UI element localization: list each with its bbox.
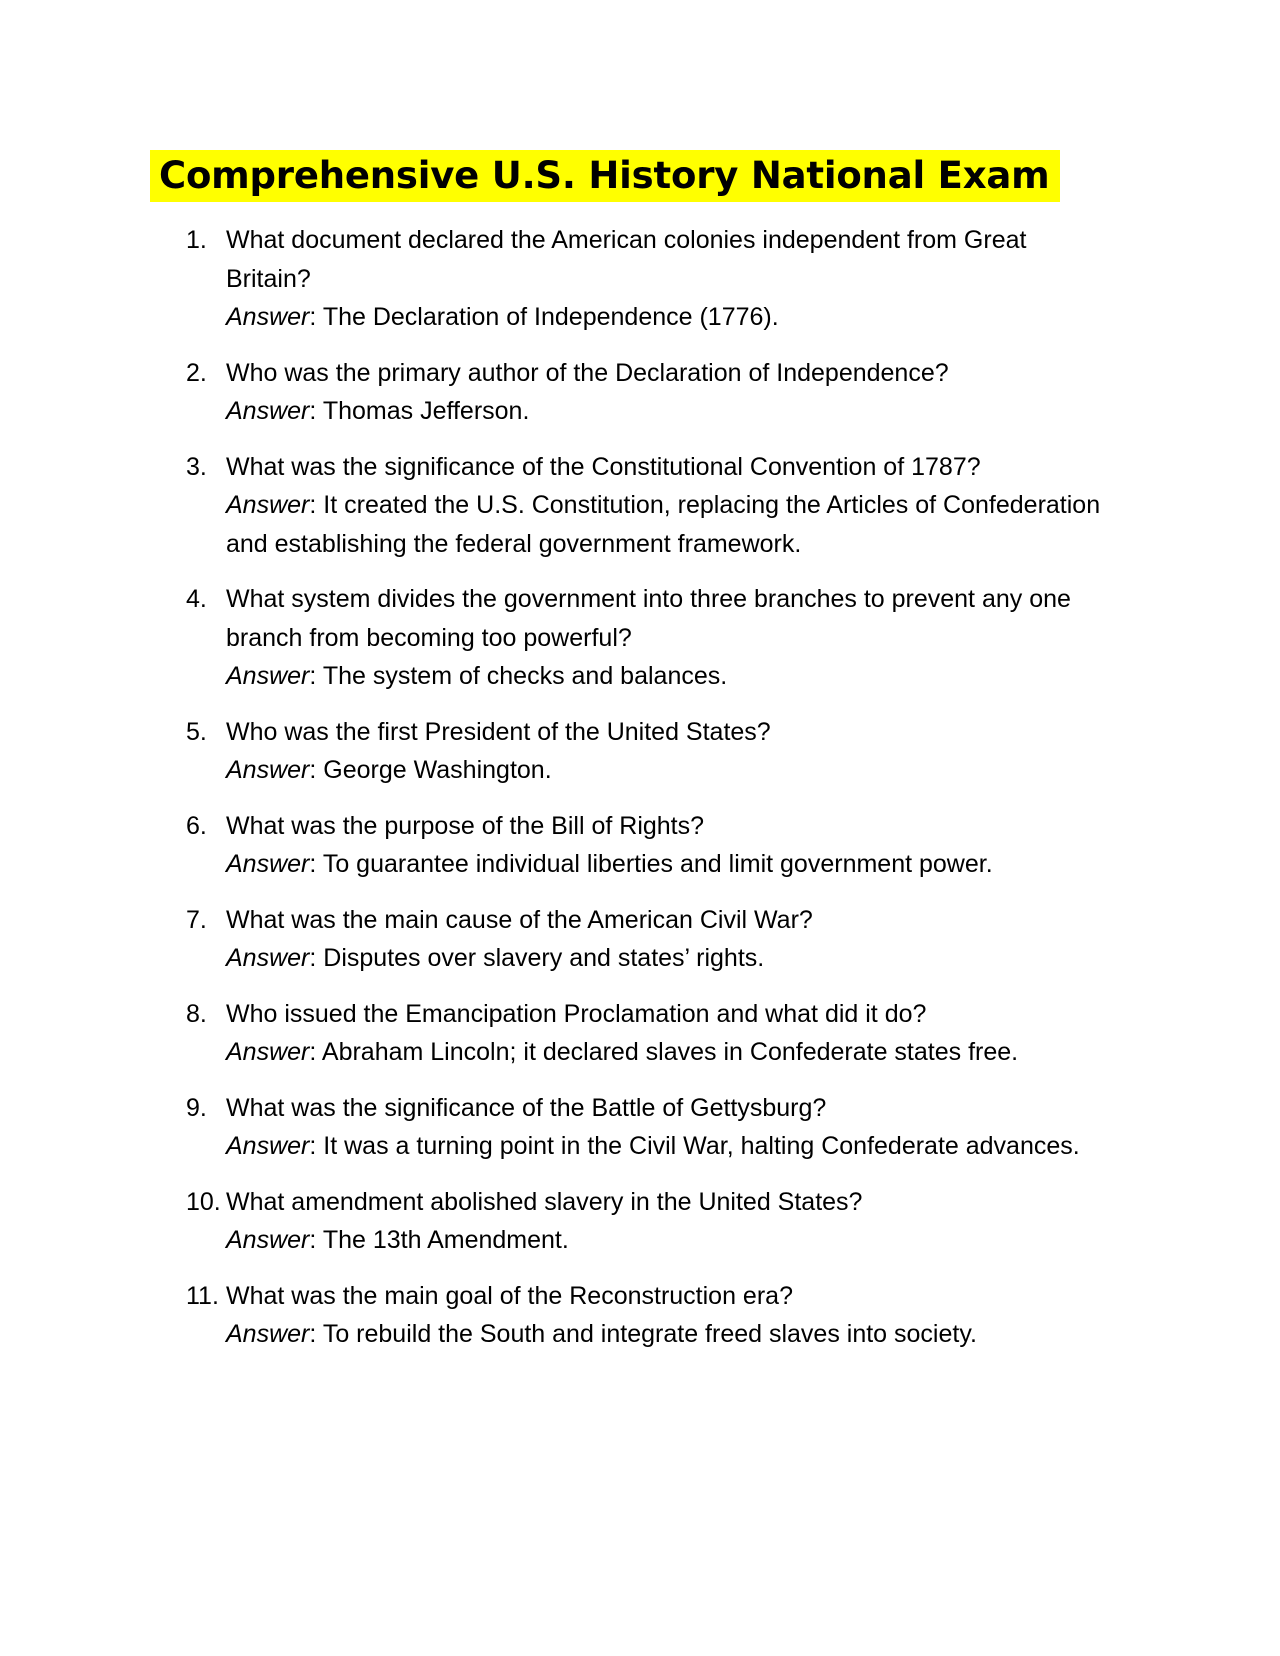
answer-line: Answer: It created the U.S. Constitution, replacing the Articles of Confederation and establishing the federal government framework. <box>226 491 1101 558</box>
answer-line: Answer: Abraham Lincoln; it declared slaves in Confederate states free. <box>226 1038 1019 1066</box>
question-number: 8. <box>186 999 207 1028</box>
answer-line: Answer: To guarantee individual liberties and limit government power. <box>226 850 993 878</box>
question-item <box>186 221 1106 337</box>
answer-label: Answer <box>226 1132 310 1160</box>
answer-label: Answer <box>226 1226 310 1254</box>
question-number: 2. <box>186 358 207 387</box>
answer-label: Answer <box>226 1038 310 1066</box>
question-item <box>186 901 1106 978</box>
answer-text: The 13th Amendment. <box>322 1226 569 1254</box>
answer-label: Answer <box>226 303 310 331</box>
answer-line: Answer: The Declaration of Independence (1776). <box>226 303 779 331</box>
question-number: 7. <box>186 905 207 934</box>
question-number: 5. <box>186 717 207 746</box>
answer-text: It was a turning point in the Civil War, halting Confederate advances. <box>323 1132 1080 1160</box>
answer-line: Answer: George Washington. <box>226 756 552 784</box>
answer-text: Disputes over slavery and states’ rights. <box>323 944 765 972</box>
question-number: 9. <box>186 1093 207 1122</box>
answer-text: To rebuild the South and integrate freed slaves into society. <box>322 1320 977 1348</box>
answer-text: Abraham Lincoln; it declared slaves in Confederate states free. <box>321 1038 1019 1066</box>
question-number: 1. <box>186 226 207 254</box>
question-item <box>186 1183 1106 1260</box>
question-item <box>186 354 1106 431</box>
question-text: What system divides the government into three branches to prevent any one branch from becoming too powerful? <box>226 585 1071 652</box>
answer-line: Answer: Thomas Jefferson. <box>226 397 530 425</box>
question-item <box>186 1089 1106 1166</box>
question-number: 4. <box>186 585 207 613</box>
question-text: What was the significance of the Battle of Gettysburg? <box>226 1093 827 1122</box>
question-number: 3. <box>186 452 207 481</box>
question-text: What was the main cause of the American Civil War? <box>226 905 813 934</box>
answer-label: Answer <box>226 944 310 972</box>
answer-text: The system of checks and balances. <box>322 662 728 690</box>
answer-label: Answer <box>226 1320 310 1348</box>
question-item <box>186 448 1106 564</box>
answer-line: Answer: To rebuild the South and integrate freed slaves into society. <box>226 1320 977 1348</box>
answer-line: Answer: The system of checks and balances. <box>226 662 728 690</box>
answer-line: Answer: The 13th Amendment. <box>226 1226 569 1254</box>
question-item <box>186 713 1106 790</box>
question-item <box>186 580 1106 696</box>
question-text: Who was the first President of the United States? <box>226 717 771 746</box>
question-text: Who issued the Emancipation Proclamation and what did it do? <box>226 999 927 1028</box>
question-item <box>186 807 1106 884</box>
answer-label: Answer <box>226 756 310 784</box>
answer-text: It created the U.S. Constitution, replacing the Articles of Confederation and establishing the federal government framework. <box>226 491 1101 558</box>
question-item <box>186 995 1106 1072</box>
answer-text: The Declaration of Independence (1776). <box>322 303 779 331</box>
page-title: Comprehensive U.S. History National Exam <box>150 150 1060 202</box>
question-text: What was the purpose of the Bill of Rights? <box>226 811 705 840</box>
answer-text: Thomas Jefferson. <box>322 397 530 425</box>
answer-text: To guarantee individual liberties and limit government power. <box>322 850 993 878</box>
answer-line: Answer: Disputes over slavery and states’ rights. <box>226 944 765 972</box>
question-number: 6. <box>186 811 207 840</box>
answer-line: Answer: It was a turning point in the Civil War, halting Confederate advances. <box>226 1132 1080 1160</box>
question-item <box>186 1277 1106 1354</box>
question-text: What amendment abolished slavery in the United States? <box>226 1187 863 1216</box>
title-block <box>150 150 1060 202</box>
answer-label: Answer <box>226 850 310 878</box>
answer-label: Answer <box>226 397 310 425</box>
question-text: What document declared the American colonies independent from Great Britain? <box>226 226 1027 293</box>
question-number: 10. <box>186 1187 221 1216</box>
answer-label: Answer <box>226 491 310 519</box>
question-list <box>186 221 1106 1371</box>
answer-text: George Washington. <box>323 756 552 784</box>
answer-label: Answer <box>226 662 310 690</box>
question-text: Who was the primary author of the Declaration of Independence? <box>226 358 949 387</box>
question-text: What was the significance of the Constitutional Convention of 1787? <box>226 452 981 481</box>
question-text: What was the main goal of the Reconstruction era? <box>226 1281 793 1310</box>
question-number: 11. <box>186 1281 219 1310</box>
